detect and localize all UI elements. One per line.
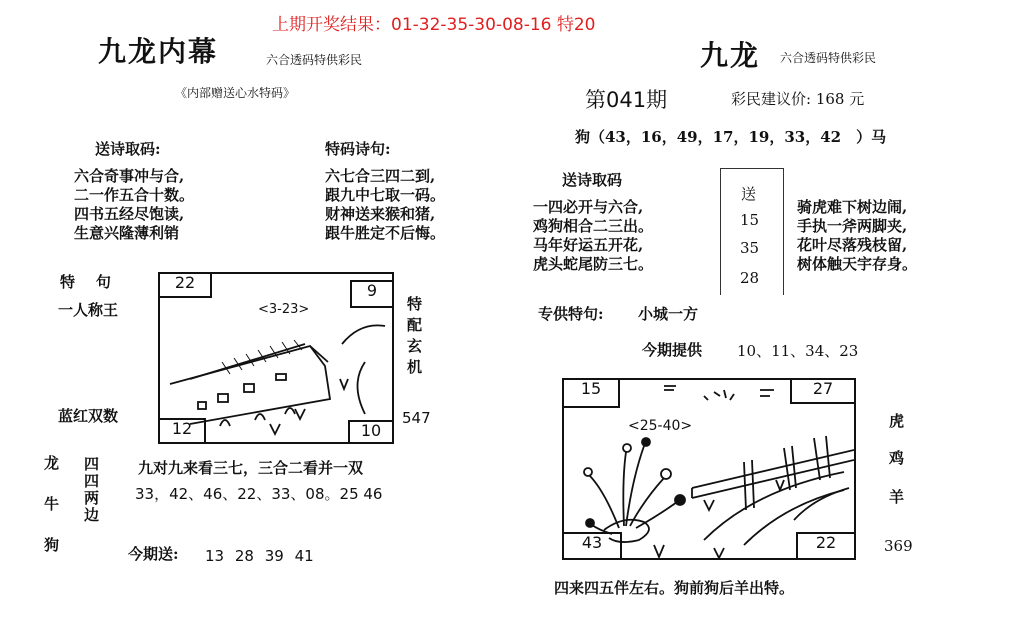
right-footer-hint: 四来四五伴左右。狗前狗后羊出特。 (554, 579, 795, 597)
sketch-corner-number: 22 (796, 532, 854, 558)
poem-line: 六七合三四二到, (325, 167, 436, 185)
right-poem1-heading: 送诗取码 (562, 171, 623, 189)
poem-line: 马年好运五开花, (533, 236, 644, 254)
left-sketch-image (158, 272, 394, 444)
sketch-note: <3-23> (258, 302, 310, 317)
zodiac-tiger: 虎 (889, 412, 905, 430)
this-issue-label: 今期送: (128, 545, 179, 563)
last-draw-result-banner: 上期开奖结果：01-32-35-30-08-16 特20 (272, 15, 596, 35)
blue-red-label: 蓝红双数 (58, 407, 119, 425)
poem-line: 花叶尽落残枝留, (797, 236, 908, 254)
four-sides-vertical: 四四两边 (82, 456, 100, 524)
zodiac-dog: 狗 (44, 536, 60, 554)
sketch-corner-number: 9 (350, 280, 392, 308)
right-side-number: 369 (884, 537, 913, 555)
zodiac-ox: 牛 (44, 495, 60, 513)
suggested-price: 彩民建议价: 168 元 (731, 90, 865, 108)
send-label: 送 (741, 185, 757, 203)
poem-line: 鸡狗相合二三出。 (533, 217, 654, 235)
hint-line: 九对九来看三七，三合二看并一双 (138, 459, 364, 477)
poem-line: 跟九中七取一码。 (325, 186, 446, 204)
flowers-and-bridge-drawing-icon (564, 380, 854, 558)
poem-line: 二一作五合十数。 (74, 186, 195, 204)
send-number: 28 (740, 269, 760, 287)
provide-label: 今期提供 (642, 341, 703, 359)
zodiac-rooster: 鸡 (889, 449, 905, 467)
send-numbers-box (720, 168, 784, 295)
right-title: 九龙 (700, 39, 761, 72)
dog-horse-numbers: 狗（43，16，49，17，19，33，42 ）马 (575, 128, 887, 146)
left-poem2-heading: 特码诗句: (325, 140, 391, 158)
sketch-corner-number: 12 (160, 418, 206, 442)
poem-line: 生意兴隆薄利销 (74, 224, 180, 242)
poem-line: 四书五经尽饱读, (74, 205, 185, 223)
left-side-number: 547 (402, 409, 431, 427)
poem-line: 一四必开与六合, (533, 198, 644, 216)
right-special-phrase: 小城一方 (638, 305, 699, 323)
sketch-corner-number: 27 (790, 380, 854, 404)
poem-line: 六合奇事冲与合, (74, 167, 185, 185)
sketch-corner-number: 15 (564, 380, 620, 408)
special-hint-vertical: 特配玄机 (405, 296, 423, 380)
poem-line: 虎头蛇尾防三七。 (533, 255, 654, 273)
left-tagline: 《内部赠送心水特码》 (175, 86, 296, 100)
poem-line: 手执一斧两脚夹, (797, 217, 908, 235)
right-poem1 (533, 198, 653, 274)
left-poem1 (74, 167, 194, 243)
this-issue-numbers: 13 28 39 41 (205, 547, 314, 565)
zodiac-goat: 羊 (889, 488, 905, 506)
numbers-line: 33，42、46、22、33、08。25 46 (135, 485, 383, 503)
right-subtitle: 六合透码特供彩民 (780, 51, 877, 65)
special-label: 特 句 (60, 273, 111, 291)
right-sketch-image (562, 378, 856, 560)
special-phrase-label: 专供特句: (538, 305, 604, 323)
poem-line: 财神送来猴和猪, (325, 205, 436, 223)
poem-line: 跟牛胜定不后悔。 (325, 224, 446, 242)
poem-line: 骑虎难下树边闹, (797, 198, 908, 216)
send-number: 15 (740, 211, 760, 229)
right-poem2 (797, 198, 917, 274)
send-number: 35 (740, 239, 760, 257)
left-subtitle: 六合透码特供彩民 (266, 53, 363, 67)
sketch-corner-number: 22 (160, 274, 212, 298)
zodiac-dragon: 龙 (44, 454, 60, 472)
house-drawing-icon (160, 274, 392, 442)
sketch-note: <25-40> (628, 418, 693, 434)
provide-numbers: 10、11、34、23 (737, 342, 859, 360)
left-poem2 (325, 167, 445, 243)
sketch-corner-number: 43 (564, 532, 622, 558)
special-phrase: 一人称王 (58, 301, 119, 319)
issue-number: 第041期 (585, 88, 668, 112)
left-title: 九龙内幕 (98, 35, 219, 68)
sketch-corner-number: 10 (348, 420, 392, 442)
poem-line: 树体触天宇存身。 (797, 255, 918, 273)
left-poem1-heading: 送诗取码: (95, 140, 161, 158)
